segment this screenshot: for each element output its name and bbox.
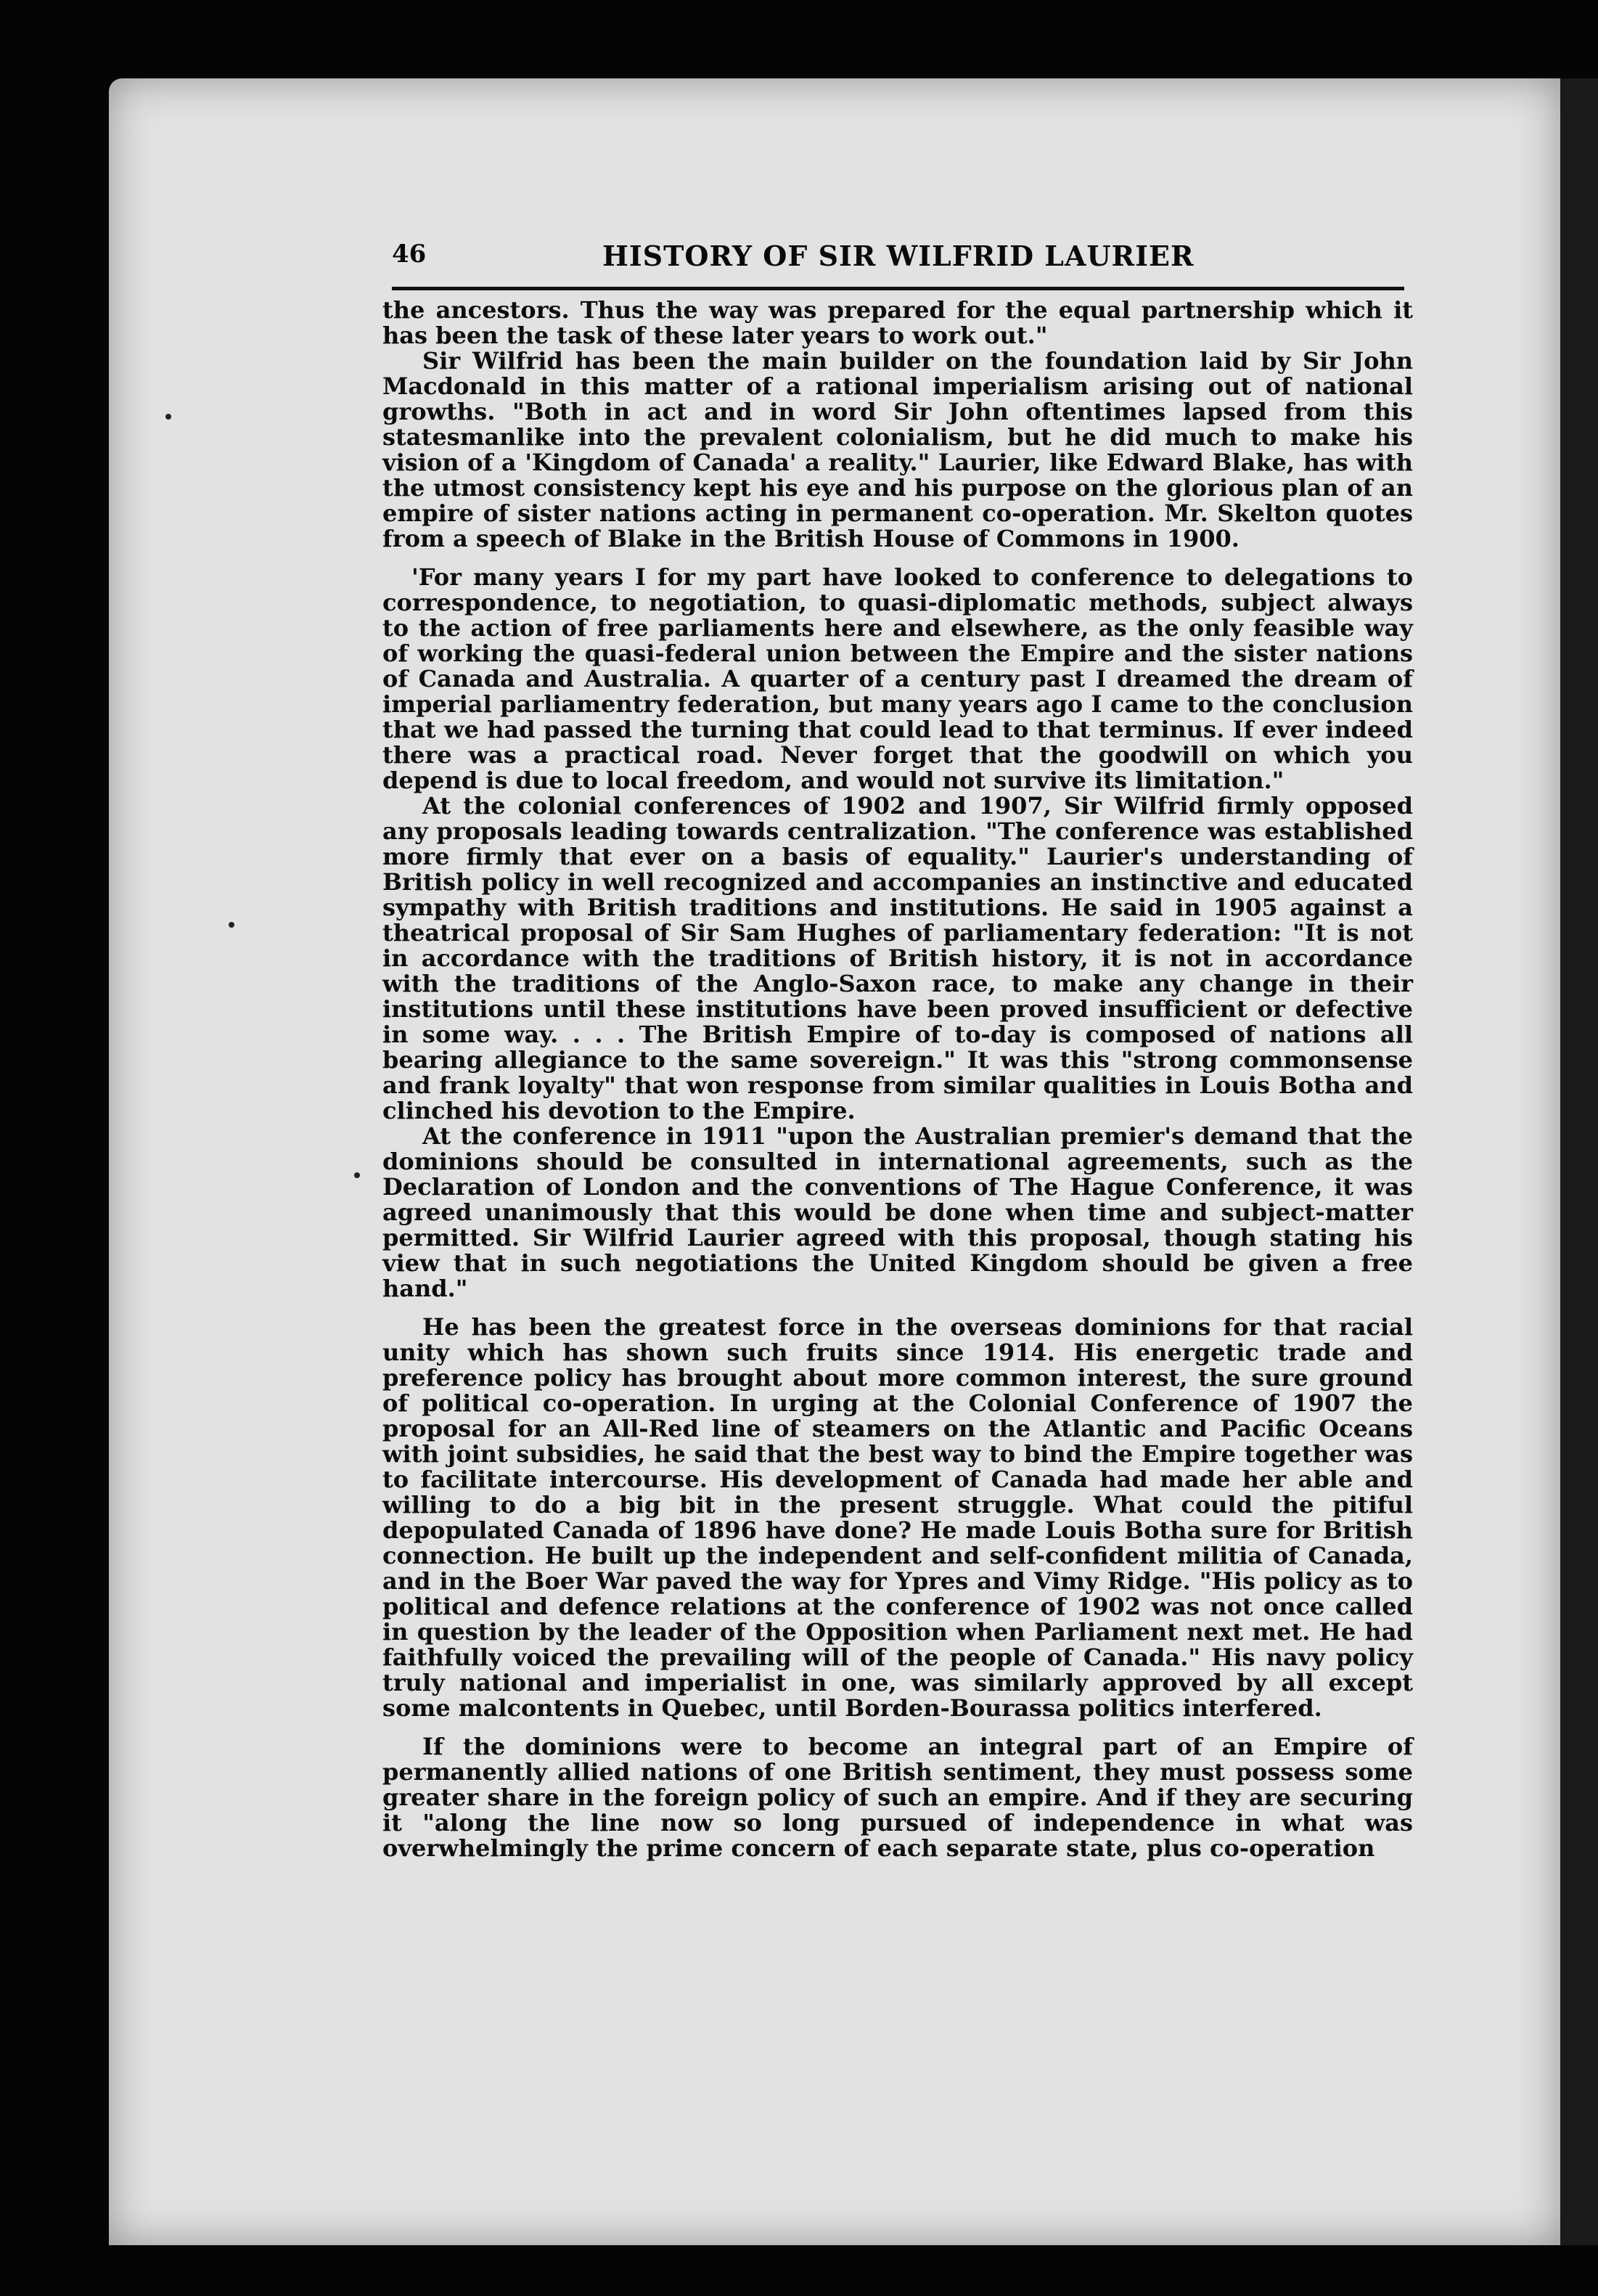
running-title: HISTORY OF SIR WILFRID LAURIER bbox=[602, 240, 1195, 272]
paragraph: At the conference in 1911 "upon the Australian premier's demand that the dominions should be consulted in international agreements, such as the Declaration of London and the conventions of The Hague Conference, it was agreed unanimously that this would be done when time and subject-matter permitted. Sir Wilfrid Laurier agreed with this proposal, though stating his view that in such negotiations the United Kingdom should be given a free hand." bbox=[382, 1122, 1413, 1302]
block-quote: 'For many years I for my part have looked to conference to delegations to correspondence, to negotiation, to quasi-diplomatic methods, subject always to the action of free parliaments here and elsewhere, as the only feasible way of working the quasi-federal union between the Empire and the sister nations of Canada and Australia. A quarter of a century past I dreamed the dream of imperial parliamentry federation, but many years ago I came to the conclusion that we had passed the turning that could lead to that terminus. If ever indeed there was a practical road. Never forget that the goodwill on which you depend is due to local freedom, and would not survive its limitation." bbox=[382, 563, 1413, 794]
paragraph: If the dominions were to become an integral part of an Empire of permanently allied nations of one British sentiment, they must possess some greater share in the foreign policy of such an empire. And if they are securing it "along the line now so long pursued of independence in what was overwhelmingly the prime concern of each separate state, plus co-operation bbox=[382, 1733, 1413, 1862]
paragraph: At the colonial conferences of 1902 and 1907, Sir Wilfrid firmly opposed any proposals leading towards centralization. "The conference was established more firmly that ever on a basis of equality." Laurier's understanding of British policy in well recognized and accompanies an instinctive and educated sympathy with British traditions and institutions. He said in 1905 against a theatrical proposal of Sir Sam Hughes of parliamentary federation: "It is not in accordance with the traditions of British history, it is not in accordance with the traditions of the Anglo-Saxon race, to make any change in their institutions until these institutions have been proved insufficient or defective in some way. . . . The British Empire of to-day is composed of nations all bearing allegiance to the same sovereign." It was this "strong commonsense and frank loyalty" that won response from similar qualities in Louis Botha and clinched his devotion to the Empire. bbox=[382, 792, 1413, 1124]
paragraph: the ancestors. Thus the way was prepared for the equal partnership which it has been the task of these later years to work out." bbox=[382, 296, 1413, 349]
paragraph: Sir Wilfrid has been the main builder on the foundation laid by Sir John Macdonald in this matter of a rational imperialism arising out of national growths. "Both in act and in word Sir John oftentimes lapsed from this statesmanlike into the prevalent colonialism, but he did much to make his vision of a 'Kingdom of Canada' a reality." Laurier, like Edward Blake, has with the utmost consistency kept his eye and his purpose on the glorious plan of an empire of sister nations acting in permanent co-operation. Mr. Skelton quotes from a speech of Blake in the British House of Commons in 1900. bbox=[382, 347, 1413, 552]
page-body-text bbox=[382, 298, 1413, 1861]
header-rule bbox=[392, 287, 1404, 290]
page-header bbox=[392, 240, 1430, 283]
margin-mark bbox=[165, 414, 171, 420]
margin-mark bbox=[354, 1172, 360, 1178]
margin-mark bbox=[229, 922, 234, 928]
paragraph: He has been the greatest force in the overseas dominions for that racial unity which has shown such fruits since 1914. His energetic trade and preference policy has brought about more common interest, the sure ground of political co-operation. In urging at the Colonial Conference of 1907 the proposal for an All-Red line of steamers on the Atlantic and Pacific Oceans with joint subsidies, he said that the best way to bind the Empire together was to facilitate intercourse. His development of Canada had made her able and willing to do a big bit in the present struggle. What could the pitiful depopulated Canada of 1896 have done? He made Louis Botha sure for British connection. He built up the independent and self-confident militia of Canada, and in the Boer War paved the way for Ypres and Vimy Ridge. "His policy as to political and defence relations at the conference of 1902 was not once called in question by the leader of the Opposition when Parliament next met. He had faithfully voiced the prevailing will of the people of Canada." His navy policy truly national and imperialist in one, was similarly approved by all except some malcontents in Quebec, until Borden-Bourassa politics interfered. bbox=[382, 1313, 1413, 1722]
page-number: 46 bbox=[392, 240, 427, 269]
